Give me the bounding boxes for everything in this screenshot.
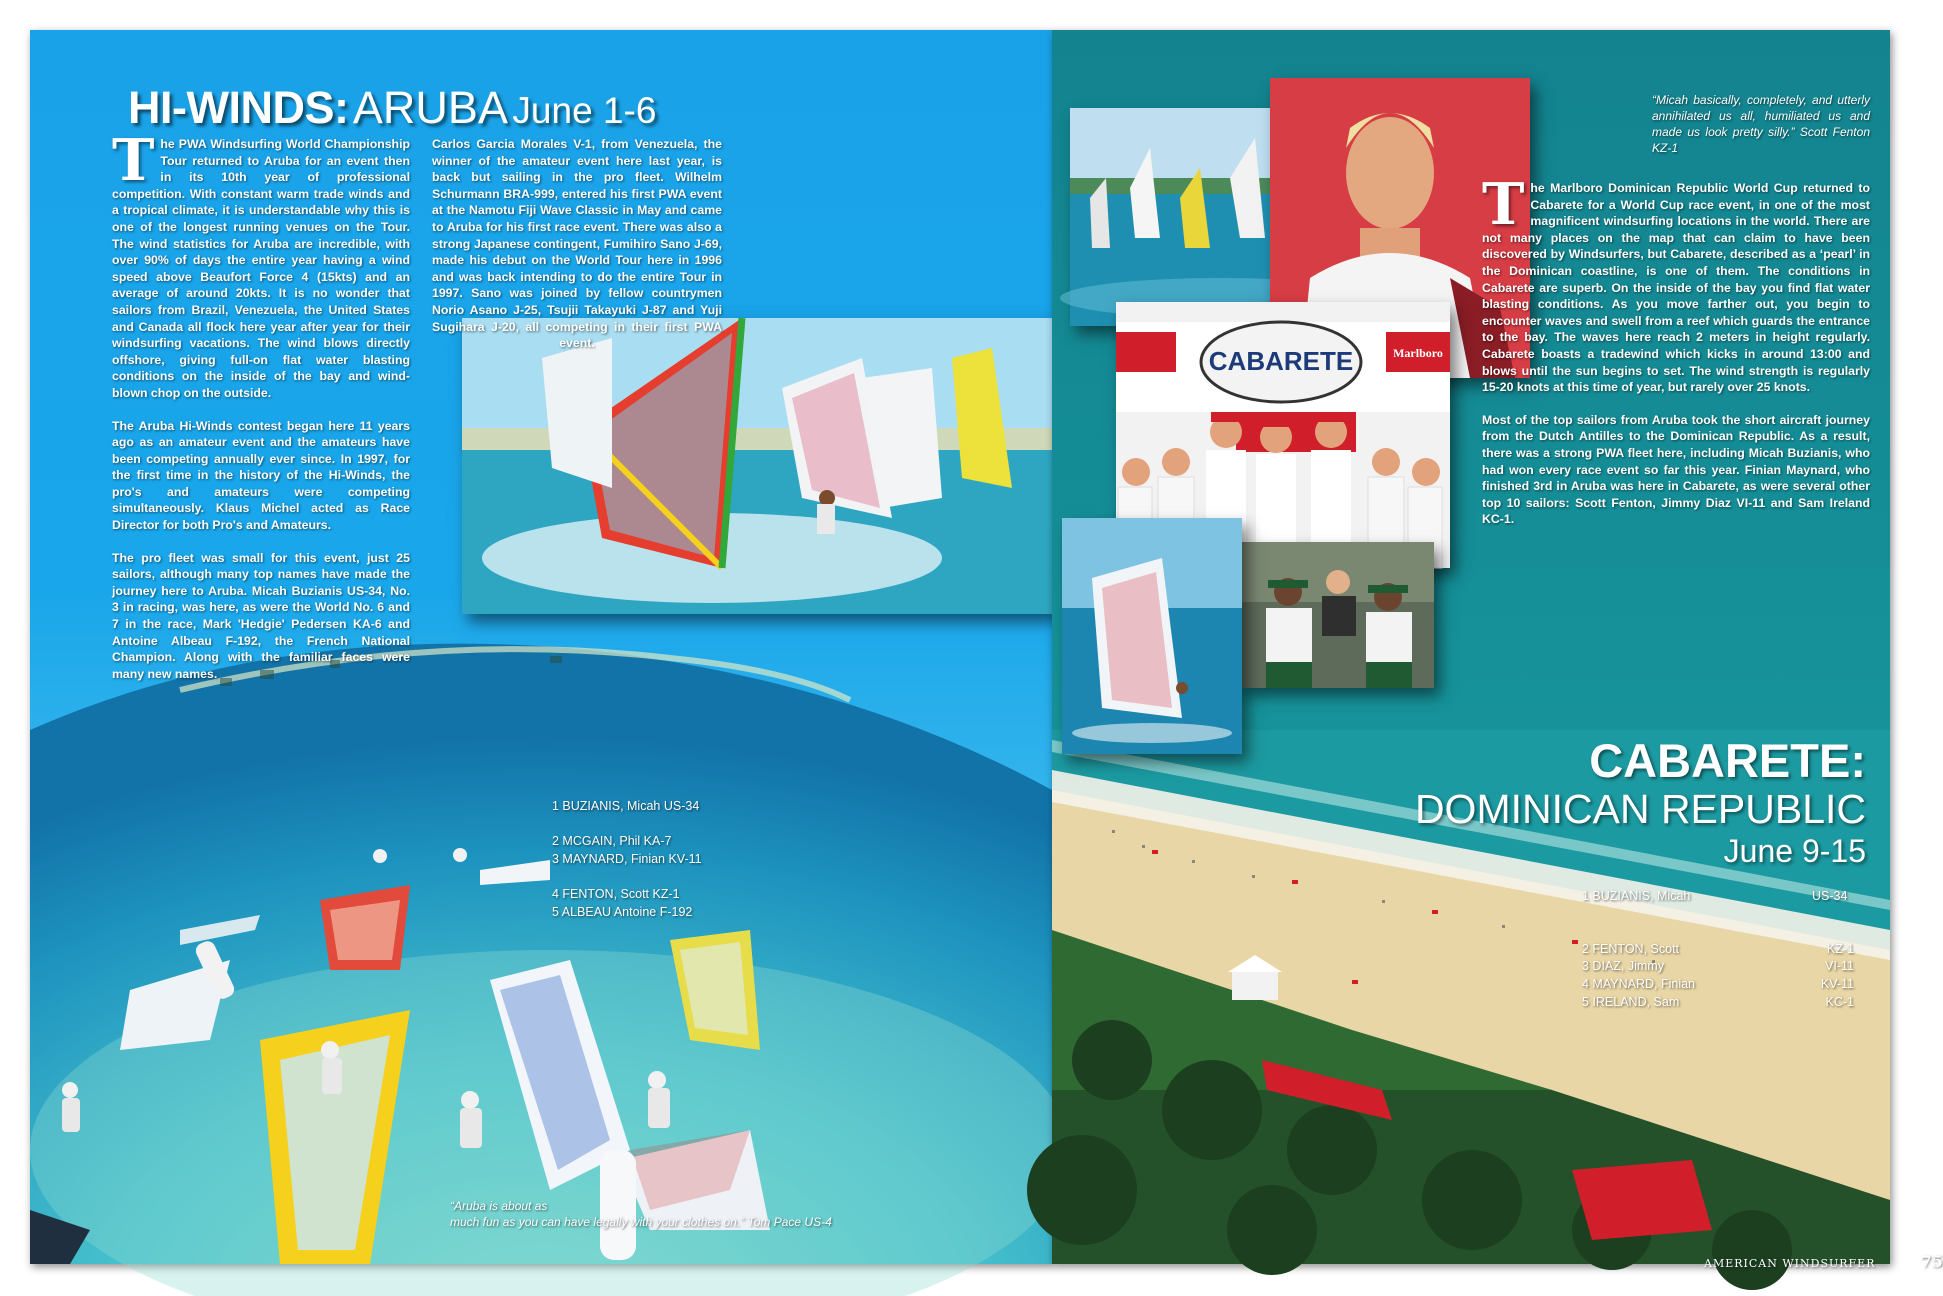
aruba-result-2: 2 MCGAIN, Phil KA-7 [552,834,672,849]
cabarete-result-4 [1582,976,1854,994]
aruba-quote-line-2: much fun as you can have legally with your clothes on.” Tom Pace US-4 [450,1215,832,1229]
windsurfer-photo-art [1062,518,1242,754]
cabarete-result-2 [1582,941,1854,959]
cabarete-paragraph-1-text: he Marlboro Dominican Republic World Cup returned to Cabarete for a World Cup race event, in one of the most magnificent windsurfing locations in the world. There are not many places on the map that can claim to have been discovered by Windsurfers, but Cabarete, described as a ‘pearl’ in the Dominican coastline, is one of them. The conditions in Cabarete are superb. On the inside of the bay you find flat water blasting conditions. As you move farther out, you begin to encounter waves and swell from a reef which guards the entrance to the bay. The waves here reach 2 meters in height regularly. Cabarete boasts a tradewind which kicks in around 13:00 and blows until the sun begins to set. The wind strength is regularly 15-20 knots at this time of year, but rarely over 25 knots. [1482,181,1870,395]
aruba-quote-line-1: “Aruba is about as [450,1199,548,1213]
aruba-paragraph-4: Carlos Garcia Morales V-1, from Venezuela, the winner of the amateur event here last year, is back but sailing in the pro fleet. Wilhelm Schurmann BRA-999, entered his first PWA event at the Namotu Fiji Wave Classic in May and came to Aruba for his first race event. There was also a strong Japanese contingent, Fumihiro Sano J-69, made his debut on the World Tour here in 1996 and was back intending to do the entire Tour in 1997. Sano was joined by fellow countrymen Norio Asano J-25, Tsujii Takayuki J-87 and Yuji Sugihara J-20, all competing in their first PWA event. [432,137,722,351]
page-footer [1704,1252,1943,1271]
aruba-result-spacer-1 [552,816,702,834]
cabarete-result-spacer [1582,906,1854,924]
aruba-result-spacer-2 [552,868,702,886]
aruba-result-4: 4 FENTON, Scott KZ-1 [552,886,680,901]
aruba-results [552,798,702,921]
cabarete-result-3-name: 3 DIAZ, Jimmy [1582,959,1664,974]
aruba-paragraph-2: The Aruba Hi-Winds contest began here 11 years ago as an amateur event and the amateurs have been competing annually ever since. In 1997, for the first time in the history of the Hi-Winds, the pro's and amateurs were competing simultaneously. Klaus Michel acted as Race Director for both Pro's and Amateurs. [112,418,410,533]
aruba-result-5: 5 ALBEAU Antoine F-192 [552,904,693,919]
aruba-title-bold: HI-WINDS: [128,82,349,133]
cabarete-result-5-code: KC-1 [1825,994,1854,1009]
aruba-result-3: 3 MAYNARD, Finian KV-11 [552,851,702,866]
aruba-quote [450,1198,970,1230]
cabarete-results [1582,888,1854,1011]
aruba-column-2 [432,136,722,368]
cabarete-result-spacer-2 [1582,923,1854,941]
cabarete-dropcap: T [1482,171,1525,238]
footer-page-number: 75 [1920,1252,1943,1271]
cabarete-paragraph-1 [1482,171,1870,396]
cabarete-result-5 [1582,994,1854,1012]
aruba-paragraph-3: The pro fleet was small for this event, just 25 sailors, although many top names have made the journey here to Aruba. Micah Buzianis US-34, No. 3 in racing, was here, as were the World No. 6 and 7 in the race, Mark 'Hedgie' Pedersen KA-6 and Antoine Albeau F-192, the French National Champion. Along with the familiar faces were many new names. [112,550,410,681]
cabarete-result-2-code: KZ-1 [1826,941,1854,956]
cabarete-result-1-name: 1 BUZIANIS, Micah [1582,889,1691,903]
footer-magazine: AMERICAN WINDSURFER [1704,1257,1876,1270]
cabarete-paragraph-2: Most of the top sailors from Aruba took the short aircraft journey from the Dutch Antilles to the Dominican Republic. As a result, there was a strong PWA fleet here, including Micah Buzianis, who had won every race event so far this year. Finian Maynard, who finished 3rd in Aruba was here in Cabarete, as were several other top 10 sailors: Scott Fenton, Jimmy Diaz VI-11 and Sam Ireland KC-1. [1482,412,1870,527]
officials-photo [1238,542,1434,688]
cabarete-title-line-3: June 9-15 [1723,833,1866,869]
cabarete-quote: “Micah basically, completely, and utterly annihilated us all, humiliated us and made us look pretty silly.” Scott Fenton KZ-1 [1652,93,1870,155]
cabarete-result-1 [1582,888,1854,906]
cabarete-title [1415,736,1866,870]
cabarete-result-1-code: US-34 [1812,889,1848,903]
cabarete-title-line-1: CABARETE: [1589,734,1866,787]
cabarete-title-line-2: DOMINICAN REPUBLIC [1414,786,1866,832]
cabarete-result-2-name: 2 FENTON, Scott [1582,941,1680,956]
fisheye-photo-art [30,630,1052,1264]
windsurfer-photo [1062,518,1242,754]
cabarete-result-3 [1582,958,1854,976]
right-page [1052,30,1943,1271]
banner-brand: Marlboro [1393,346,1443,360]
fisheye-photo [30,630,1052,1264]
aruba-column-1 [112,127,410,698]
aruba-paragraph-1 [112,127,410,402]
cabarete-result-4-code: KV-11 [1820,976,1854,991]
cabarete-result-3-code: VI-11 [1825,959,1854,974]
cabarete-result-4-name: 4 MAYNARD, Finian [1582,976,1695,991]
left-page [30,30,1052,1264]
aruba-title [128,82,656,134]
banner-text: CABARETE [1208,346,1354,376]
cabarete-column [1482,171,1870,544]
officials-photo-art [1238,542,1434,688]
aruba-paragraph-1-text: he PWA Windsurfing World Championship Tour returned to Aruba for an event then in its 10th year of professional competition. With constant warm trade winds and a tropical climate, it is understandable why this is one of the longest running venues on the Tour. The wind statistics for Aruba are incredible, with over 90% of days the entire year having a wind speed above Beaufort Force 4 (15kts) and an average of around 20kts. It is no wonder that sailors from Brazil, Venezuela, the United States and Canada all flock here year after year for their windsurfing vacations. The wind blows directly offshore, giving full-on flat water blasting conditions on the inside of the bay and wind-blown chop on the outside. [112,137,410,400]
aruba-result-1: 1 BUZIANIS, Micah US-34 [552,799,700,813]
aruba-title-place: ARUBA [352,82,508,133]
aruba-title-dates: June 1-6 [512,90,657,131]
cabarete-result-5-name: 5 IRELAND, Sam [1582,994,1680,1009]
aruba-dropcap: T [112,127,155,194]
